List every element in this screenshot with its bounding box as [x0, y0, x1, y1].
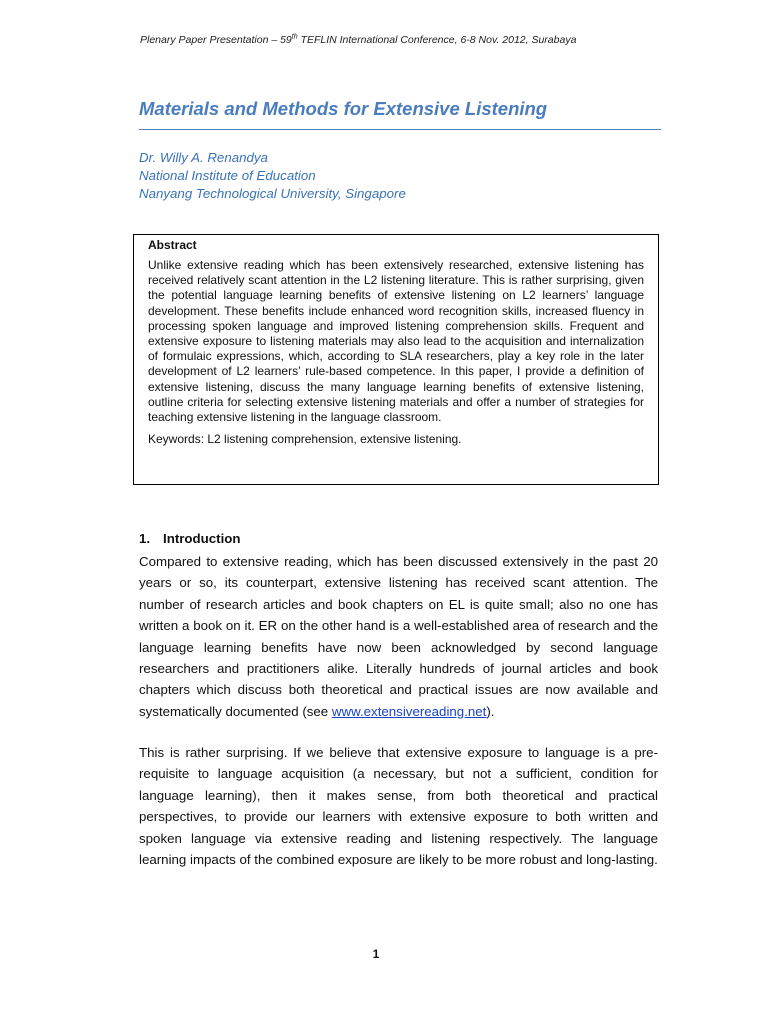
body-paragraph: This is rather surprising. If we believe that extensive exposure to language is a pre-requisite to language acquisition (a necessary, but not a sufficient, condition for language learning), then it makes sense, from both theoretical and practical perspectives, to provide our learners with extensive exposure to both written and spoken language via extensive reading and listening respectively. The language learning impacts of the combined exposure are likely to be more robust and long-lasting. [139, 745, 658, 868]
author-university: Nanyang Technological University, Singapore [139, 186, 406, 201]
running-header [140, 34, 660, 46]
header-superscript: th [291, 33, 298, 41]
paragraph-text-end: ). [486, 703, 495, 719]
section-number: 1. [139, 531, 151, 546]
abstract-box [133, 234, 659, 485]
abstract-keywords: Keywords: L2 listening comprehension, extensive listening. [148, 432, 462, 447]
page-number: 1 [372, 947, 380, 961]
paper-title: Materials and Methods for Extensive Listening [139, 98, 548, 119]
title-divider [139, 129, 661, 130]
section-heading [139, 531, 241, 546]
author-block [139, 149, 406, 203]
extensive-reading-link[interactable]: www.extensivereading.net [331, 703, 487, 719]
author-affiliation: National Institute of Education [139, 168, 316, 183]
abstract-heading: Abstract [148, 238, 197, 252]
header-text-rest: TEFLIN International Conference, 6-8 Nov. 2012, Surabaya [297, 34, 577, 46]
section-title: Introduction [163, 531, 241, 546]
abstract-body: Unlike extensive reading which has been extensively researched, extensive listening has received relatively scant attention in the L2 listening literature. This is rather surprising, given the potential language learning benefits of extensive listening on L2 learners’ language development. These benefits include enhanced word recognition skills, increased fluency in processing spoken language and improved listening comprehension skills. Frequent and extensive exposure to listening materials may also lead to the acquisition and internalization of formulaic expressions, which, according to SLA researchers, play a key role in the later development of L2 learners’ rule-based competence. In this paper, I provide a definition of extensive listening, discuss the many language learning benefits of extensive listening, outline criteria for selecting extensive listening materials and offer a number of strategies for teaching extensive listening in the language classroom. [148, 258, 644, 425]
author-name: Dr. Willy A. Renandya [139, 150, 268, 165]
header-text: Plenary Paper Presentation – 59 [140, 34, 292, 46]
body-paragraph [139, 551, 658, 722]
paragraph-text: Compared to extensive reading, which has been discussed extensively in the past 20 years or so, its counterpart, extensive listening has received scant attention. The number of research articles and book chapters on EL is quite small; also no one has written a book on it. ER on the other hand is a well-established area of research and the language learning benefits have now been acknowledged by second language researchers and practitioners alike. Literally hundreds of journal articles and book chapters which discuss both theoretical and practical issues are now available and systematically documented (see [139, 554, 658, 719]
